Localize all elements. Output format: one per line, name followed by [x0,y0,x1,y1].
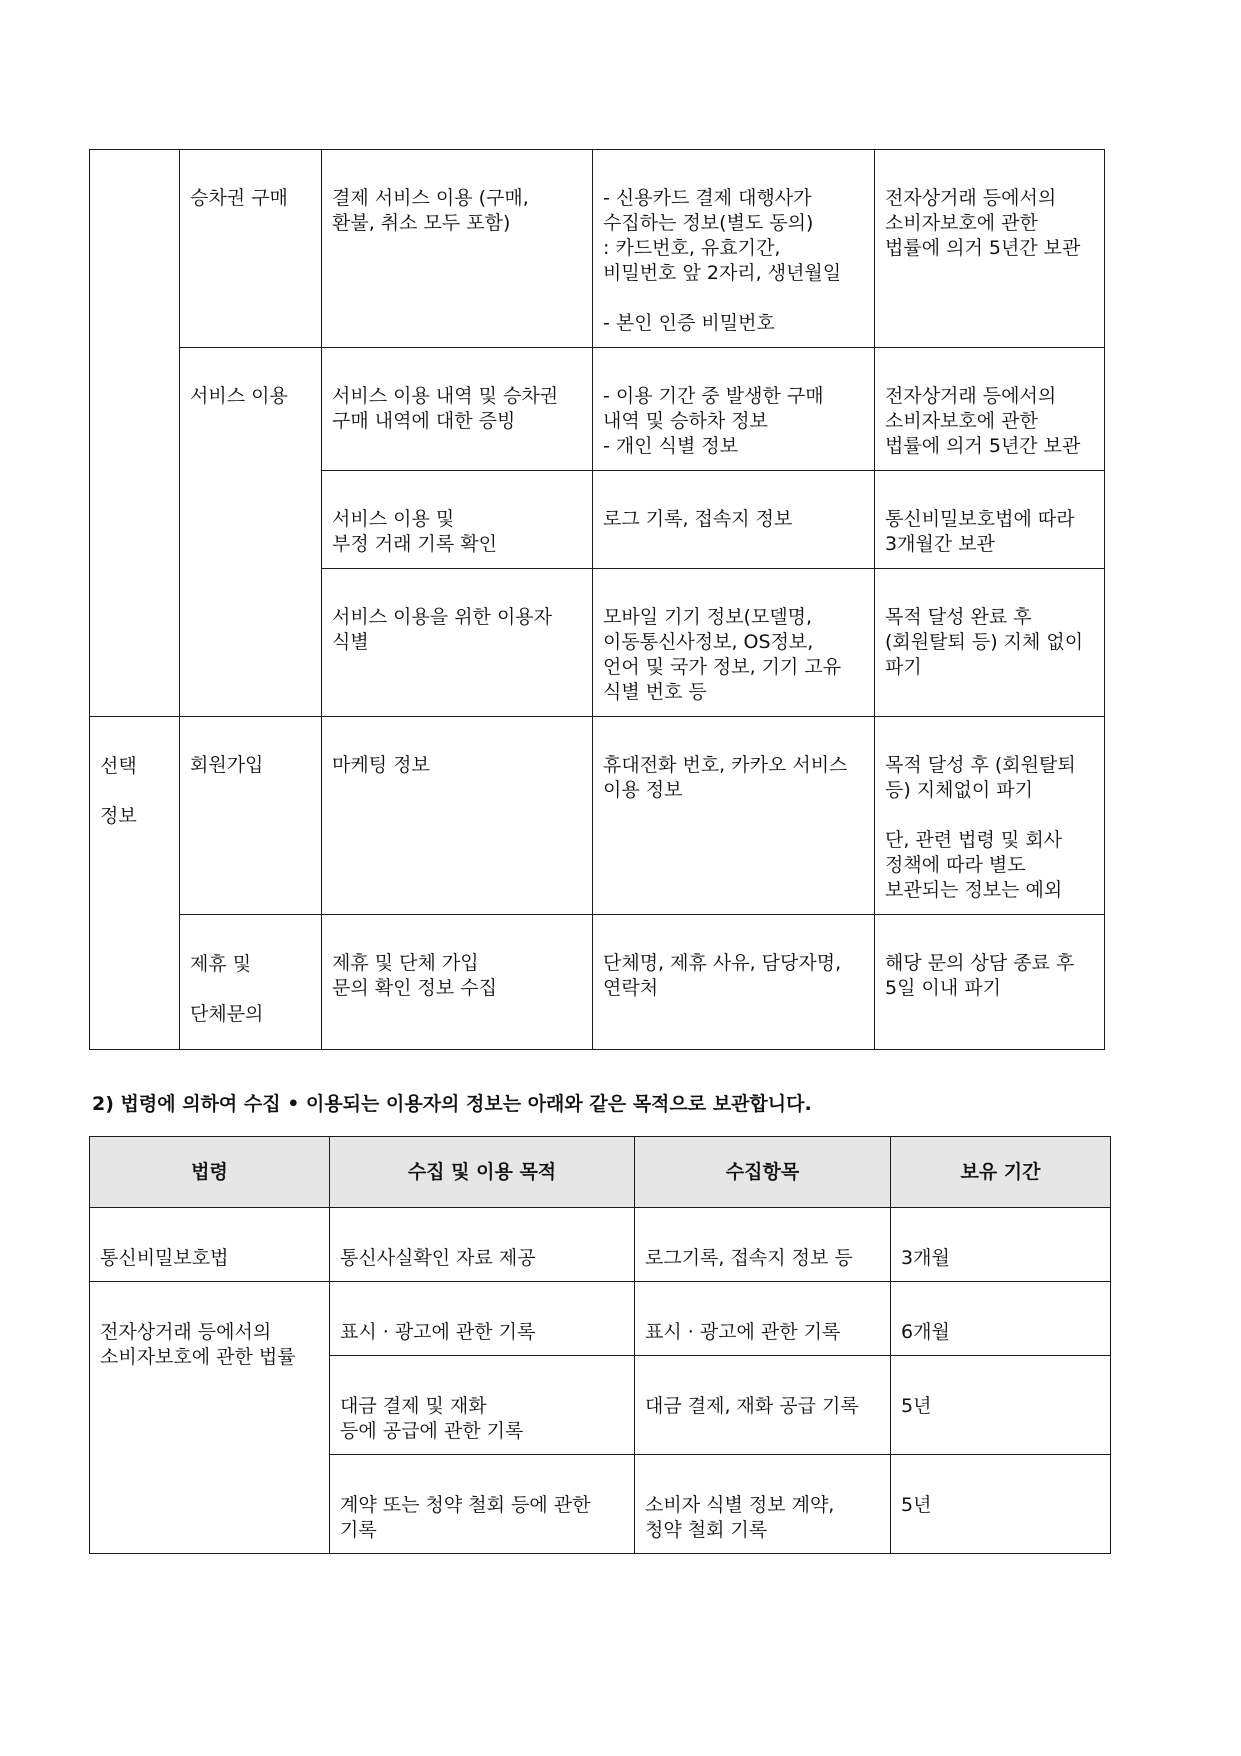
items-cell: 모바일 기기 정보(모델명, 이동통신사정보, OS정보, 언어 및 국가 정보, 기기 고유 식별 번호 등 [593,569,875,717]
retention-cell: 목적 달성 후 (회원탈퇴 등) 지체없이 파기 단, 관련 법령 및 회사 정책에 따라 별도 보관되는 정보는 예외 [875,717,1105,915]
law-cell: 통신비밀보호법 [90,1208,330,1282]
required-optional-info-table [89,149,1105,1050]
table-row [90,1208,1111,1282]
items-cell: - 신용카드 결제 대행사가 수집하는 정보(별도 동의) : 카드번호, 유효기간, 비밀번호 앞 2자리, 생년월일 - 본인 인증 비밀번호 [593,150,875,348]
purpose-cell: 표시 · 광고에 관한 기록 [330,1282,635,1356]
purpose-cell: 계약 또는 청약 철회 등에 관한 기록 [330,1455,635,1554]
table-row [90,150,1105,348]
service-cell: 제휴 및 단체문의 [180,915,322,1050]
period-cell: 5년 [891,1356,1111,1455]
retention-cell: 전자상거래 등에서의 소비자보호에 관한 법률에 의거 5년간 보관 [875,348,1105,471]
items-cell: 표시 · 광고에 관한 기록 [635,1282,891,1356]
purpose-cell: 마케팅 정보 [322,717,593,915]
legal-retention-table [89,1136,1111,1554]
category-cell-optional: 선택 정보 [90,717,180,1050]
purpose-cell: 대금 결제 및 재화 등에 공급에 관한 기록 [330,1356,635,1455]
purpose-cell: 서비스 이용 및 부정 거래 기록 확인 [322,471,593,569]
purpose-cell: 제휴 및 단체 가입 문의 확인 정보 수집 [322,915,593,1050]
period-cell: 3개월 [891,1208,1111,1282]
law-cell: 전자상거래 등에서의 소비자보호에 관한 법률 [90,1282,330,1554]
header-row [90,1137,1111,1208]
header-items: 수집항목 [635,1137,891,1208]
header-purpose: 수집 및 이용 목적 [330,1137,635,1208]
service-cell: 서비스 이용 [180,348,322,717]
section-heading: 2) 법령에 의하여 수집 • 이용되는 이용자의 정보는 아래와 같은 목적으로 보관합니다. [92,1093,812,1115]
purpose-cell: 통신사실확인 자료 제공 [330,1208,635,1282]
header-period: 보유 기간 [891,1137,1111,1208]
purpose-cell: 서비스 이용을 위한 이용자 식별 [322,569,593,717]
items-cell: 휴대전화 번호, 카카오 서비스 이용 정보 [593,717,875,915]
items-cell: 소비자 식별 정보 계약, 청약 철회 기록 [635,1455,891,1554]
items-cell: 대금 결제, 재화 공급 기록 [635,1356,891,1455]
retention-cell: 목적 달성 완료 후 (회원탈퇴 등) 지체 없이 파기 [875,569,1105,717]
retention-cell: 통신비밀보호법에 따라 3개월간 보관 [875,471,1105,569]
items-cell: 단체명, 제휴 사유, 담당자명, 연락처 [593,915,875,1050]
category-cell-required [90,150,180,717]
service-cell: 회원가입 [180,717,322,915]
period-cell: 6개월 [891,1282,1111,1356]
purpose-cell: 서비스 이용 내역 및 승차권 구매 내역에 대한 증빙 [322,348,593,471]
items-cell: 로그기록, 접속지 정보 등 [635,1208,891,1282]
retention-cell: 전자상거래 등에서의 소비자보호에 관한 법률에 의거 5년간 보관 [875,150,1105,348]
table-row [90,1282,1111,1356]
items-cell: 로그 기록, 접속지 정보 [593,471,875,569]
header-law: 법령 [90,1137,330,1208]
service-cell: 승차권 구매 [180,150,322,348]
table-row [90,717,1105,915]
period-cell: 5년 [891,1455,1111,1554]
retention-cell: 해당 문의 상담 종료 후 5일 이내 파기 [875,915,1105,1050]
table-row [90,348,1105,471]
items-cell: - 이용 기간 중 발생한 구매 내역 및 승하차 정보 - 개인 식별 정보 [593,348,875,471]
purpose-cell: 결제 서비스 이용 (구매, 환불, 취소 모두 포함) [322,150,593,348]
table-row [90,915,1105,1050]
